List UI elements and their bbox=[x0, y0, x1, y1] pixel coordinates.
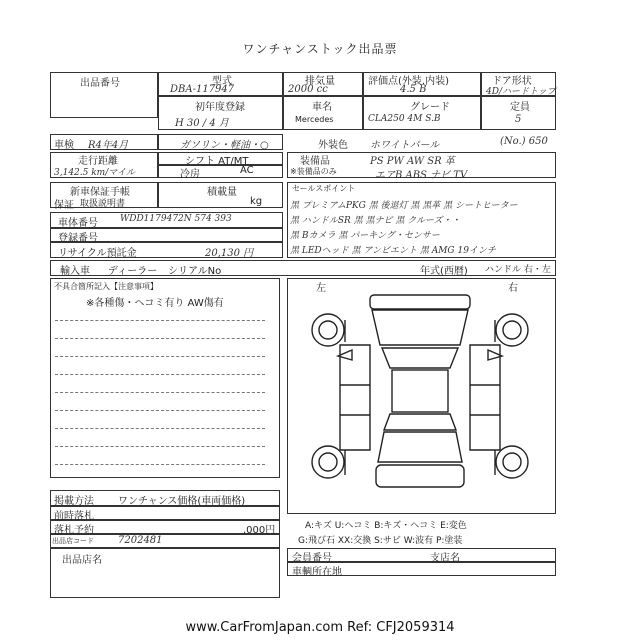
guarantee-value: 取扱説明書 bbox=[80, 199, 126, 209]
notes-divider bbox=[55, 392, 265, 393]
score-label: 評価点(外装.内装) bbox=[368, 76, 449, 87]
aircon-value: AC bbox=[240, 165, 254, 176]
lot-label: 出品番号 bbox=[80, 78, 120, 89]
grade-label: グレード bbox=[410, 102, 450, 113]
maker-value: Mercedes bbox=[295, 115, 334, 124]
sales-point-line: 黒 ハンドルSR 黒 黒ナビ 黒 クルーズ・・ bbox=[290, 216, 461, 226]
equipment-value: PS PW AW SR 革 bbox=[370, 156, 455, 167]
door-value: 4D/ハードトップ bbox=[486, 87, 556, 97]
handle-label: ハンドル 右・左 bbox=[485, 265, 551, 275]
target-label: 落札予約 bbox=[54, 525, 94, 536]
notes-divider bbox=[55, 320, 265, 321]
dealer-code-label: 出品店コード bbox=[52, 537, 94, 545]
sales-point-line: 黒 Bカメラ 黒 パーキング・センサー bbox=[290, 231, 440, 241]
equipment-note-label: ※装備品のみ bbox=[290, 167, 337, 176]
notes-divider bbox=[55, 446, 265, 447]
equipment-label: 装備品 bbox=[300, 156, 330, 167]
dealer-code-value: 7202481 bbox=[118, 535, 163, 546]
notes-divider bbox=[55, 374, 265, 375]
year-label: 年式(西暦) bbox=[420, 266, 468, 277]
mileage-value: 3,142.5 km/マイル bbox=[54, 168, 136, 178]
recycle-value: 20,130 円 bbox=[205, 248, 254, 259]
seller-label: 出品店名 bbox=[62, 555, 102, 566]
area-label: 車輌所在地 bbox=[292, 567, 342, 578]
shift-label: シフト AT/MT bbox=[185, 156, 249, 167]
notes-divider bbox=[55, 410, 265, 411]
notes-line: ※各種傷・ヘコミ有り AW傷有 bbox=[86, 298, 224, 309]
color-no-value: (No.) 650 bbox=[500, 136, 548, 147]
target-unit: ,000円 bbox=[243, 525, 276, 536]
last-sale-label: 前時落札 bbox=[54, 511, 94, 522]
notes-header: 不具合箇所記入【注意事項】 bbox=[54, 282, 158, 291]
grade-value: CLA250 4M S.B bbox=[368, 114, 441, 124]
serial-label: シリアルNo bbox=[168, 266, 222, 277]
method-label: 掲載方法 bbox=[54, 496, 94, 507]
notes-divider bbox=[55, 338, 265, 339]
car-inspection-diagram bbox=[300, 290, 540, 500]
method-value: ワンチャンス価格(車両価格) bbox=[118, 496, 246, 507]
maker-label: 車名 bbox=[312, 102, 332, 113]
legend-line: G:飛び石 XX:交換 S:サビ W:波有 P:塗装 bbox=[298, 536, 463, 546]
equipment-note-value: エアB ABS ナビ TV bbox=[375, 170, 468, 181]
notes-divider bbox=[55, 356, 265, 357]
member-label: 会員番号 bbox=[292, 553, 332, 564]
notes-divider bbox=[55, 428, 265, 429]
inspection-value: R4年4月 bbox=[88, 140, 129, 151]
load-label: 積載量 bbox=[207, 187, 237, 198]
notes-divider bbox=[55, 464, 265, 465]
diagram-right-label: 右 bbox=[508, 283, 518, 294]
sales-point-line: 黒 プレミアムPKG 黒 後退灯 黒 黒革 黒 シートヒーター bbox=[290, 201, 518, 211]
chassis-value: WDD1179472N 574 393 bbox=[120, 214, 232, 224]
mileage-label: 走行距離 bbox=[78, 156, 118, 167]
displacement-value: 2000 cc bbox=[288, 84, 328, 95]
shop-label: 支店名 bbox=[430, 553, 460, 564]
reference-footer: www.CarFromJapan.com Ref: CFJ2059314 bbox=[185, 620, 455, 635]
model-code-value: DBA-117947 bbox=[170, 84, 235, 95]
inspection-label: 車検 bbox=[54, 140, 74, 151]
fuel-value: ガソリン・軽油・○ bbox=[180, 140, 269, 151]
sales-point-line: 黒 LEDヘッド 黒 アンビエント 黒 AMG 19インチ bbox=[290, 246, 496, 256]
form-title: ワンチャンストック出品票 bbox=[242, 42, 398, 56]
displacement-label: 排気量 bbox=[305, 76, 335, 87]
load-unit: kg bbox=[250, 196, 263, 207]
import-label: 輸入車 bbox=[60, 266, 90, 277]
score-value: 4.5 B bbox=[400, 84, 427, 95]
recycle-label: リサイクル預託金 bbox=[58, 248, 137, 259]
first-reg-value: H 30 / 4 月 bbox=[175, 118, 229, 129]
capacity-label: 定員 bbox=[510, 102, 530, 113]
model-code-label: 型式 bbox=[212, 76, 232, 87]
aircon-cell bbox=[158, 165, 283, 178]
capacity-value: 5 bbox=[515, 114, 522, 125]
aircon-label: 冷房 bbox=[180, 169, 200, 180]
guarantee-label: 保証 bbox=[54, 200, 74, 211]
dealer-label: ディーラー bbox=[108, 266, 158, 277]
sales-point-label: セールスポイント bbox=[292, 184, 356, 193]
door-label: ドア形状 bbox=[492, 76, 532, 87]
chassis-label: 車体番号 bbox=[58, 218, 98, 229]
diagram-left-label: 左 bbox=[316, 283, 326, 294]
legend-line: A:キズ U:ヘコミ B:キズ・ヘコミ E:変色 bbox=[305, 521, 467, 531]
exterior-color-value: ホワイトパール bbox=[370, 140, 440, 151]
first-reg-label: 初年度登録 bbox=[195, 102, 245, 113]
new-guarantee-label: 新車保証手帳 bbox=[70, 187, 130, 198]
registration-label: 登録番号 bbox=[58, 233, 98, 244]
exterior-color-label: 外装色 bbox=[318, 140, 348, 151]
